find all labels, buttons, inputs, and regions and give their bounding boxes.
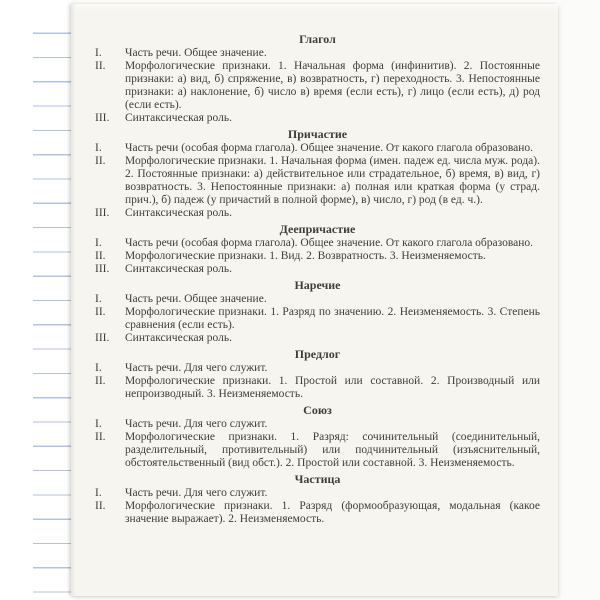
item-text: Часть речи (особая форма глагола). Общее значение. От какого глагола образовано. [125,237,534,249]
section-heading: Деепричастие [279,222,356,236]
list-item [95,293,540,306]
list-item [95,362,540,375]
item-numeral: I. [95,293,102,305]
item-numeral: II. [95,155,106,167]
section-heading: Наречие [294,278,341,292]
section-heading: Предлог [294,347,341,361]
ruled-lines [33,0,71,600]
section-preposition [95,348,540,401]
item-text: Часть речи. Общее значение. [125,47,267,59]
item-text: Морфологические признаки. 1. Начальная форма (имен. падеж ед. числа муж. рода). 2. Постоянные признаки: а) действительное или страдательное, б) время, в) вид, г) возвратность. 3. Непостоянные признаки: а) полная или краткая форма (у страд. прич.), б) падеж (у причастий в полной форме), в) число, г) род (в ед. ч.). [125,155,540,206]
notebook-page [71,4,558,596]
item-numeral: II. [95,250,106,262]
list-item [95,487,540,500]
item-text: Синтаксическая роль. [125,263,232,275]
list-item [95,375,540,401]
item-text: Часть речи. Для чего служит. [125,362,268,374]
item-text: Морфологические признаки. 1. Простой или составной. 2. Производный или непроизводный. 3. Неизменяемость. [125,375,540,400]
item-numeral: II. [95,306,106,318]
section-heading: Частица [294,472,341,486]
item-text: Часть речи. Для чего служит. [125,487,268,499]
section-verb [95,33,540,125]
item-text: Морфологические признаки. 1. Разряд (формообразующая, модальная (какое значение выражает). 2. Неизменяемость. [125,500,540,525]
section-adverbial-participle [95,223,540,276]
item-numeral: III. [95,263,110,275]
item-numeral: II. [95,431,106,443]
item-text: Морфологические признаки. 1. Разряд по значению. 2. Неизменяемость. 3. Степень сравнения (если есть). [125,306,540,331]
list-item [95,250,540,263]
list-item [95,237,540,250]
list-item [95,60,540,112]
item-numeral: I. [95,362,102,374]
section-heading: Причастие [287,127,348,141]
list-item [95,47,540,60]
item-numeral: III. [95,207,110,219]
list-item [95,306,540,332]
list-item [95,332,540,345]
item-numeral: I. [95,237,102,249]
item-numeral: I. [95,418,102,430]
item-text: Синтаксическая роль. [125,112,232,124]
list-item [95,207,540,220]
item-numeral: I. [95,47,102,59]
list-item [95,142,540,155]
list-item [95,500,540,526]
item-text: Часть речи (особая форма глагола). Общее значение. От какого глагола образовано. [125,142,534,154]
item-numeral: II. [95,375,106,387]
section-conjunction [95,404,540,470]
section-heading: Глагол [299,32,336,46]
list-item [95,112,540,125]
item-numeral: II. [95,500,106,512]
item-text: Морфологические признаки. 1. Начальная форма (инфинитив). 2. Постоянные признаки: а) вид, б) спряжение, в) возвратность, г) переходность. 3. Непостоянные признаки: а) наклонение, б) число в) время (если есть), г) лицо (если есть), д) род (если есть). [125,60,540,111]
item-text: Синтаксическая роль. [125,207,232,219]
section-heading: Союз [303,403,332,417]
item-numeral: I. [95,142,102,154]
item-numeral: II. [95,60,106,72]
item-text: Часть речи. Общее значение. [125,293,267,305]
section-particle [95,473,540,526]
notebook-ruled-page-edge [0,0,71,600]
item-numeral: III. [95,112,110,124]
list-item [95,155,540,207]
item-numeral: I. [95,487,102,499]
item-text: Морфологические признаки. 1. Разряд: сочинительный (соединительный, разделительный, противительный) или подчинительный (изъяснительный, обстоятельственный (вид обст.). 2. Простой или составной. 3. Неизменяемость. [125,431,540,469]
list-item [95,263,540,276]
list-item [95,418,540,431]
list-item [95,431,540,470]
item-numeral: III. [95,332,110,344]
item-text: Часть речи. Для чего служит. [125,418,268,430]
item-text: Морфологические признаки. 1. Вид. 2. Возвратность. 3. Неизменяемость. [125,250,486,262]
section-participle [95,128,540,220]
section-adverb [95,279,540,345]
item-text: Синтаксическая роль. [125,332,232,344]
